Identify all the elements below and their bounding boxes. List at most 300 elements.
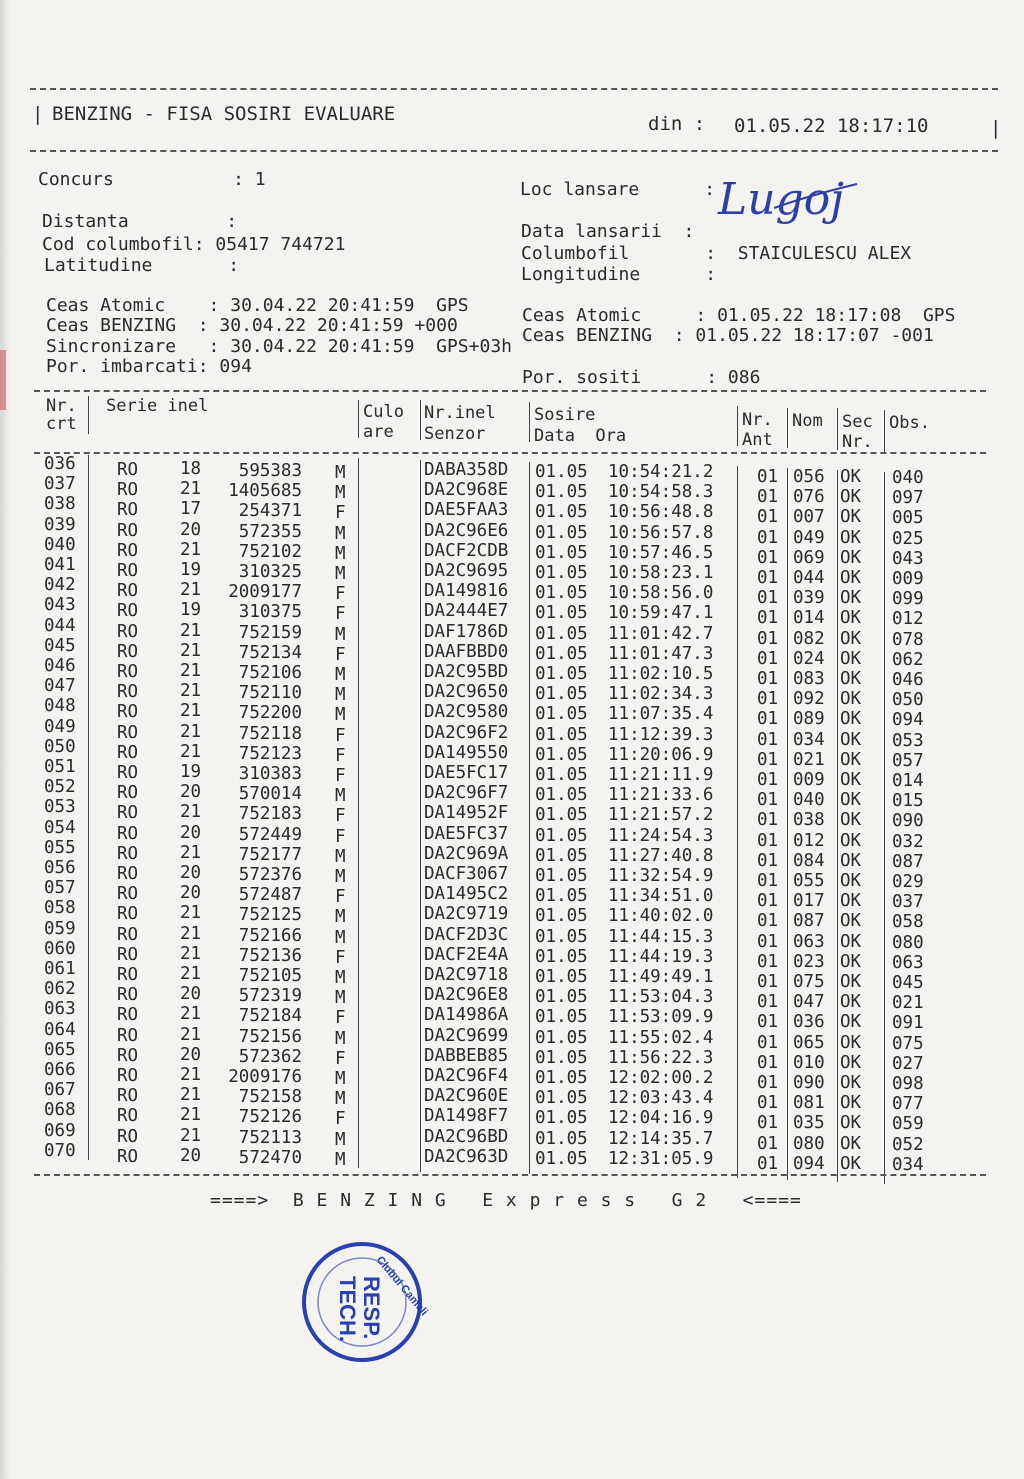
- cell-ro: RO: [117, 1005, 139, 1026]
- header-sosire: Sosire: [534, 405, 596, 425]
- cell-sensor: DAE5FC37: [424, 823, 509, 844]
- cell-yy: 20: [180, 782, 202, 803]
- cell-time: 11:56:22.3: [608, 1047, 714, 1068]
- cell-obs: 075: [892, 1033, 924, 1054]
- cell-time: 11:21:57.2: [608, 805, 714, 826]
- cell-sex: F: [335, 1048, 346, 1069]
- cell-yy: 21: [180, 1065, 202, 1085]
- cell-date: 01.05: [535, 785, 588, 806]
- cell-sec: OK: [840, 1153, 862, 1174]
- cell-date: 01.05: [535, 623, 588, 644]
- cell-sec: OK: [840, 1073, 862, 1093]
- cell-yy: 21: [180, 479, 202, 500]
- cell-time: 10:56:48.8: [608, 502, 714, 523]
- cell-ring: 1405685: [228, 481, 302, 502]
- cell-time: 11:24:54.3: [608, 825, 714, 846]
- cell-sex: F: [335, 826, 346, 847]
- cell-nr: 050: [44, 736, 76, 757]
- cell-nom: 010: [793, 1052, 825, 1073]
- cell-ring: 572376: [238, 865, 302, 885]
- cell-sex: M: [335, 1149, 346, 1170]
- cell-sensor: DA2444E7: [424, 601, 509, 622]
- header-sep: [884, 410, 885, 452]
- cell-time: 10:58:56.0: [608, 583, 714, 604]
- cell-ring: 570014: [238, 784, 302, 805]
- cell-nom: 063: [793, 931, 825, 952]
- cell-ro: RO: [117, 1126, 139, 1147]
- cell-sec: OK: [840, 709, 862, 730]
- din-label: din :: [648, 113, 706, 135]
- cell-sec: OK: [840, 689, 862, 710]
- cell-nom: 040: [793, 790, 825, 811]
- cell-sensor: DA2C95BD: [424, 662, 509, 682]
- cell-date: 01.05: [535, 664, 588, 684]
- cell-sex: M: [335, 564, 346, 584]
- cell-nom: 039: [793, 588, 825, 609]
- cell-obs: 099: [892, 589, 924, 610]
- cell-nom: 007: [793, 507, 825, 528]
- cell-yy: 20: [180, 984, 202, 1005]
- cell-date: 01.05: [535, 563, 588, 583]
- cell-sensor: DA14952F: [424, 803, 509, 824]
- cell-nom: 075: [793, 972, 825, 992]
- cell-obs: 015: [892, 791, 924, 812]
- cell-sensor: DA2C968E: [424, 480, 509, 501]
- cell-ant: 01: [757, 1073, 779, 1093]
- svg-text:Clubul Cameli: Clubul Cameli: [373, 1254, 431, 1319]
- header-obs: Obs.: [889, 413, 930, 433]
- cell-date: 01.05: [535, 805, 588, 826]
- cell-ant: 01: [757, 790, 779, 811]
- cell-nom: 036: [793, 1012, 825, 1033]
- cell-obs: 080: [892, 932, 924, 953]
- cell-ring: 572449: [238, 824, 302, 845]
- cell-ant: 01: [757, 608, 779, 629]
- cell-sex: M: [335, 1129, 346, 1150]
- cell-nom: 055: [793, 871, 825, 891]
- cell-nom: 044: [793, 568, 825, 588]
- cell-sex: M: [335, 846, 346, 867]
- cell-ant: 01: [757, 850, 779, 871]
- cell-sec: OK: [840, 608, 862, 629]
- header-serie-inel: Serie inel: [106, 396, 209, 416]
- cell-sec: OK: [840, 830, 862, 851]
- cell-nom: 012: [793, 830, 825, 851]
- cell-date: 01.05: [535, 1027, 588, 1048]
- cell-date: 01.05: [535, 987, 588, 1008]
- cell-ring: 752166: [238, 925, 302, 946]
- cell-time: 12:31:05.9: [608, 1148, 714, 1169]
- cell-ant: 01: [757, 1032, 779, 1053]
- cell-nr: 062: [44, 979, 76, 1000]
- header-data-ora: Data Ora: [534, 426, 627, 446]
- cell-time: 12:02:00.2: [608, 1068, 714, 1088]
- cell-time: 11:12:39.3: [608, 724, 714, 745]
- cell-nom: 092: [793, 689, 825, 710]
- cell-ring: 254371: [238, 501, 302, 522]
- cell-ro: RO: [117, 682, 139, 703]
- cell-yy: 21: [180, 620, 202, 641]
- cell-ring: 572362: [238, 1046, 302, 1067]
- cell-obs: 046: [892, 670, 924, 690]
- cell-nom: 035: [793, 1113, 825, 1134]
- cell-yy: 17: [180, 499, 202, 520]
- cell-nr: 061: [44, 959, 76, 979]
- cell-sensor: DACF3067: [424, 864, 509, 884]
- cell-yy: 21: [180, 943, 202, 964]
- cell-ant: 01: [757, 1093, 779, 1114]
- cell-ring: 752110: [238, 683, 302, 704]
- cell-nr: 060: [44, 938, 76, 959]
- cell-ant: 01: [757, 951, 779, 972]
- header-ant: Ant: [742, 430, 773, 450]
- cell-nom: 038: [793, 810, 825, 831]
- cell-date: 01.05: [535, 643, 588, 664]
- cell-nom: 014: [793, 608, 825, 629]
- cell-time: 11:20:06.9: [608, 744, 714, 765]
- cell-sec: OK: [840, 931, 862, 952]
- cell-nom: 083: [793, 669, 825, 689]
- cell-sec: OK: [840, 1113, 862, 1134]
- ceas-benzing-end: Ceas BENZING : 01.05.22 18:17:07 -001: [522, 325, 934, 346]
- cell-ant: 01: [757, 588, 779, 609]
- cell-ro: RO: [117, 843, 139, 864]
- cell-nr: 044: [44, 615, 76, 636]
- right-border-bar: |: [990, 117, 1002, 139]
- cell-nom: 090: [793, 1073, 825, 1093]
- cell-ro: RO: [117, 823, 139, 844]
- cell-obs: 025: [892, 528, 924, 549]
- cell-ring: 752105: [238, 966, 302, 986]
- cell-ant: 01: [757, 810, 779, 831]
- cell-ring: 572487: [238, 885, 302, 906]
- cell-obs: 063: [892, 952, 924, 973]
- cell-sex: M: [335, 523, 346, 544]
- left-border-bar: |: [32, 103, 44, 125]
- header-sep: [358, 400, 359, 438]
- cell-yy: 21: [180, 721, 202, 742]
- cell-ring: 752177: [238, 844, 302, 865]
- cell-yy: 21: [180, 1024, 202, 1045]
- cell-obs: 012: [892, 609, 924, 630]
- cell-sec: OK: [840, 891, 862, 912]
- cell-ant: 01: [757, 547, 779, 568]
- cell-sex: F: [335, 887, 346, 908]
- cell-time: 10:57:46.5: [608, 542, 714, 563]
- cell-sex: M: [335, 907, 346, 928]
- cell-sensor: DACF2E4A: [424, 944, 509, 965]
- cell-ant: 01: [757, 992, 779, 1013]
- cell-date: 01.05: [535, 825, 588, 846]
- cell-yy: 21: [180, 923, 202, 944]
- cell-sex: F: [335, 604, 346, 625]
- cell-obs: 043: [892, 548, 924, 569]
- cell-yy: 20: [180, 1044, 202, 1065]
- cell-sec: OK: [840, 871, 862, 891]
- cell-obs: 037: [892, 892, 924, 913]
- cell-ro: RO: [117, 480, 139, 501]
- cell-sec: OK: [840, 628, 862, 649]
- cell-ring: 310375: [238, 602, 302, 623]
- cell-obs: 014: [892, 771, 924, 791]
- cell-nr: 051: [44, 757, 76, 777]
- footer-brand: ====> B E N Z I N G E x p r e s s G 2 <====: [210, 1190, 802, 1211]
- cell-ant: 01: [757, 527, 779, 548]
- cell-sec: OK: [840, 1133, 862, 1154]
- cell-ro: RO: [117, 500, 139, 521]
- cell-sex: M: [335, 1028, 346, 1049]
- cell-yy: 21: [180, 964, 202, 984]
- cell-sensor: DAE5FC17: [424, 763, 509, 783]
- distanta-line: Distanta :: [42, 211, 238, 232]
- cell-yy: 18: [180, 459, 202, 479]
- din-value: 01.05.22 18:17:10: [734, 115, 929, 137]
- cell-ring: 310383: [238, 764, 302, 784]
- cell-ro: RO: [117, 1086, 139, 1107]
- cell-ring: 752136: [238, 945, 302, 966]
- cell-obs: 005: [892, 508, 924, 529]
- cell-sec: OK: [840, 527, 862, 548]
- cell-sex: M: [335, 463, 346, 483]
- cell-ro: RO: [117, 803, 139, 824]
- cell-nr: 053: [44, 797, 76, 818]
- cell-sec: OK: [840, 1012, 862, 1033]
- ceas-atomic-start: Ceas Atomic : 30.04.22 20:41:59 GPS: [46, 295, 469, 316]
- cell-yy: 20: [180, 883, 202, 904]
- cell-date: 01.05: [535, 1007, 588, 1028]
- header-sec: Sec: [842, 412, 873, 432]
- cell-ring: 752106: [238, 663, 302, 683]
- cell-ant: 01: [757, 729, 779, 750]
- svg-text:RESP.: RESP.: [359, 1276, 384, 1340]
- cell-yy: 19: [180, 600, 202, 621]
- cell-ro: RO: [117, 965, 139, 985]
- cell-nr: 070: [44, 1140, 76, 1161]
- header-sep: [737, 406, 738, 446]
- cell-sensor: DA2C9718: [424, 965, 509, 985]
- cell-yy: 21: [180, 580, 202, 601]
- cell-ant: 01: [757, 689, 779, 710]
- cell-sensor: DA2C9580: [424, 702, 509, 723]
- cell-sec: OK: [840, 588, 862, 609]
- cell-nom: 009: [793, 770, 825, 790]
- cell-sensor: DA2C9650: [424, 682, 509, 703]
- cell-sex: M: [335, 1069, 346, 1089]
- cell-date: 01.05: [535, 926, 588, 947]
- cell-date: 01.05: [535, 744, 588, 765]
- cell-nr: 054: [44, 817, 76, 838]
- cell-obs: 027: [892, 1053, 924, 1074]
- cell-ant: 01: [757, 669, 779, 689]
- header-nr-inel: Nr.inel: [424, 403, 496, 423]
- cell-sex: F: [335, 806, 346, 827]
- cell-yy: 20: [180, 863, 202, 883]
- cell-date: 01.05: [535, 1047, 588, 1068]
- cell-ro: RO: [117, 702, 139, 723]
- header-sep: [88, 396, 89, 434]
- club-stamp: [300, 1240, 431, 1364]
- cell-sex: M: [335, 543, 346, 564]
- cell-nr: 058: [44, 898, 76, 919]
- cell-sec: OK: [840, 770, 862, 790]
- cell-ring: 752200: [238, 703, 302, 724]
- latitudine-line: Latitudine :: [44, 255, 240, 276]
- cell-time: 12:14:35.7: [608, 1128, 714, 1149]
- cell-date: 01.05: [535, 1068, 588, 1088]
- cell-ant: 01: [757, 467, 779, 487]
- cell-nr: 040: [44, 534, 76, 555]
- cell-ro: RO: [117, 621, 139, 642]
- cell-nom: 047: [793, 992, 825, 1013]
- cell-obs: 062: [892, 649, 924, 670]
- cell-sec: OK: [840, 467, 862, 487]
- cell-ant: 01: [757, 830, 779, 851]
- header-culoare-2: are: [363, 422, 394, 442]
- cell-sec: OK: [840, 729, 862, 750]
- cell-yy: 21: [180, 701, 202, 722]
- cell-yy: 20: [180, 519, 202, 540]
- cell-sensor: DA14986A: [424, 1005, 509, 1026]
- cell-ant: 01: [757, 770, 779, 790]
- cell-yy: 19: [180, 560, 202, 580]
- cell-yy: 21: [180, 1105, 202, 1126]
- cell-ro: RO: [117, 460, 139, 480]
- cell-date: 01.05: [535, 1128, 588, 1149]
- cell-time: 11:53:04.3: [608, 987, 714, 1008]
- cell-sec: OK: [840, 850, 862, 871]
- cell-time: 11:21:11.9: [608, 765, 714, 785]
- cell-nr: 047: [44, 676, 76, 697]
- header-senzor: Senzor: [424, 424, 486, 444]
- cell-date: 01.05: [535, 462, 588, 482]
- cell-ro: RO: [117, 742, 139, 763]
- cell-sex: M: [335, 1089, 346, 1110]
- cell-ant: 01: [757, 487, 779, 508]
- cell-sensor: DA2C9699: [424, 1025, 509, 1046]
- cell-sec: OK: [840, 568, 862, 588]
- header-sec-nr: Nr.: [842, 432, 873, 452]
- cell-obs: 059: [892, 1114, 924, 1135]
- cell-sensor: DABBEB85: [424, 1045, 509, 1066]
- cell-sensor: DA2C963D: [424, 1146, 509, 1167]
- cell-obs: 052: [892, 1134, 924, 1155]
- cell-nom: 081: [793, 1093, 825, 1114]
- cell-nom: 021: [793, 749, 825, 770]
- cell-ro: RO: [117, 985, 139, 1006]
- cell-nom: 076: [793, 487, 825, 508]
- cell-sec: OK: [840, 547, 862, 568]
- header-nr-ant: Nr.: [742, 410, 773, 430]
- columbofil-line: Columbofil : STAICULESCU ALEX: [521, 243, 912, 264]
- cell-sensor: DA2C9695: [424, 561, 509, 581]
- por-imbarcati-line: Por. imbarcati: 094: [46, 356, 252, 377]
- cell-nom: 089: [793, 709, 825, 730]
- cell-sex: M: [335, 705, 346, 726]
- cell-ant: 01: [757, 1153, 779, 1174]
- cell-sex: M: [335, 624, 346, 645]
- top-divider: [30, 88, 998, 90]
- cell-sec: OK: [840, 1052, 862, 1073]
- cell-yy: 21: [180, 903, 202, 924]
- cell-sensor: DA2C969A: [424, 843, 509, 864]
- cell-sec: OK: [840, 790, 862, 811]
- cell-ant: 01: [757, 1052, 779, 1073]
- cell-time: 12:03:43.4: [608, 1088, 714, 1109]
- cell-date: 01.05: [535, 765, 588, 785]
- cell-nr: 057: [44, 878, 76, 899]
- cell-sex: M: [335, 665, 346, 685]
- cell-ro: RO: [117, 1045, 139, 1066]
- cell-ant: 01: [757, 568, 779, 588]
- cell-sex: F: [335, 725, 346, 746]
- cell-obs: 077: [892, 1094, 924, 1115]
- header-sep: [837, 408, 838, 450]
- cell-nr: 065: [44, 1039, 76, 1060]
- cell-yy: 21: [180, 802, 202, 823]
- svg-text:Lugoj: Lugoj: [718, 174, 844, 225]
- paper-mark: [0, 350, 6, 410]
- cell-yy: 21: [180, 1004, 202, 1025]
- cell-sensor: DAE5FAA3: [424, 500, 509, 521]
- cell-ant: 01: [757, 648, 779, 669]
- cell-nr: 059: [44, 918, 76, 939]
- cell-ring: 752183: [238, 804, 302, 825]
- cell-date: 01.05: [535, 1108, 588, 1129]
- cell-ro: RO: [117, 1025, 139, 1046]
- cell-ring: 752134: [238, 642, 302, 663]
- cell-time: 11:01:42.7: [608, 623, 714, 644]
- cell-ant: 01: [757, 1113, 779, 1134]
- cell-ring: 752123: [238, 743, 302, 764]
- cell-nr: 046: [44, 656, 76, 676]
- cell-sex: F: [335, 766, 346, 786]
- cell-date: 01.05: [535, 967, 588, 987]
- cell-nr: 048: [44, 696, 76, 717]
- cell-obs: 090: [892, 811, 924, 832]
- cell-sec: OK: [840, 487, 862, 508]
- cell-nr: 056: [44, 858, 76, 878]
- cell-yy: 20: [180, 822, 202, 843]
- cell-time: 10:59:47.1: [608, 603, 714, 624]
- cell-date: 01.05: [535, 684, 588, 705]
- cell-ring: 752156: [238, 1026, 302, 1047]
- cell-sex: F: [335, 644, 346, 665]
- ceas-benzing-start: Ceas BENZING : 30.04.22 20:41:59 +000: [46, 315, 458, 336]
- table-row: [0, 1019, 1024, 1054]
- cell-time: 11:27:40.8: [608, 845, 714, 866]
- cell-time: 11:02:34.3: [608, 684, 714, 705]
- cell-yy: 20: [180, 1145, 202, 1166]
- cell-yy: 21: [180, 640, 202, 661]
- table-bottom-divider: [34, 1174, 986, 1176]
- cell-nr: 038: [44, 494, 76, 515]
- cell-ant: 01: [757, 507, 779, 528]
- cell-yy: 19: [180, 762, 202, 782]
- cell-yy: 21: [180, 1125, 202, 1146]
- cell-ro: RO: [117, 540, 139, 561]
- cell-time: 11:07:35.4: [608, 704, 714, 725]
- cell-nr: 068: [44, 1100, 76, 1121]
- cell-ring: 595383: [238, 461, 302, 481]
- cell-ring: 752126: [238, 1107, 302, 1128]
- cell-time: 10:58:23.1: [608, 563, 714, 583]
- cell-date: 01.05: [535, 724, 588, 745]
- cell-ro: RO: [117, 864, 139, 884]
- cell-sensor: DA2C960E: [424, 1086, 509, 1107]
- cell-obs: 050: [892, 690, 924, 711]
- cell-sex: M: [335, 927, 346, 948]
- cell-nom: 080: [793, 1133, 825, 1154]
